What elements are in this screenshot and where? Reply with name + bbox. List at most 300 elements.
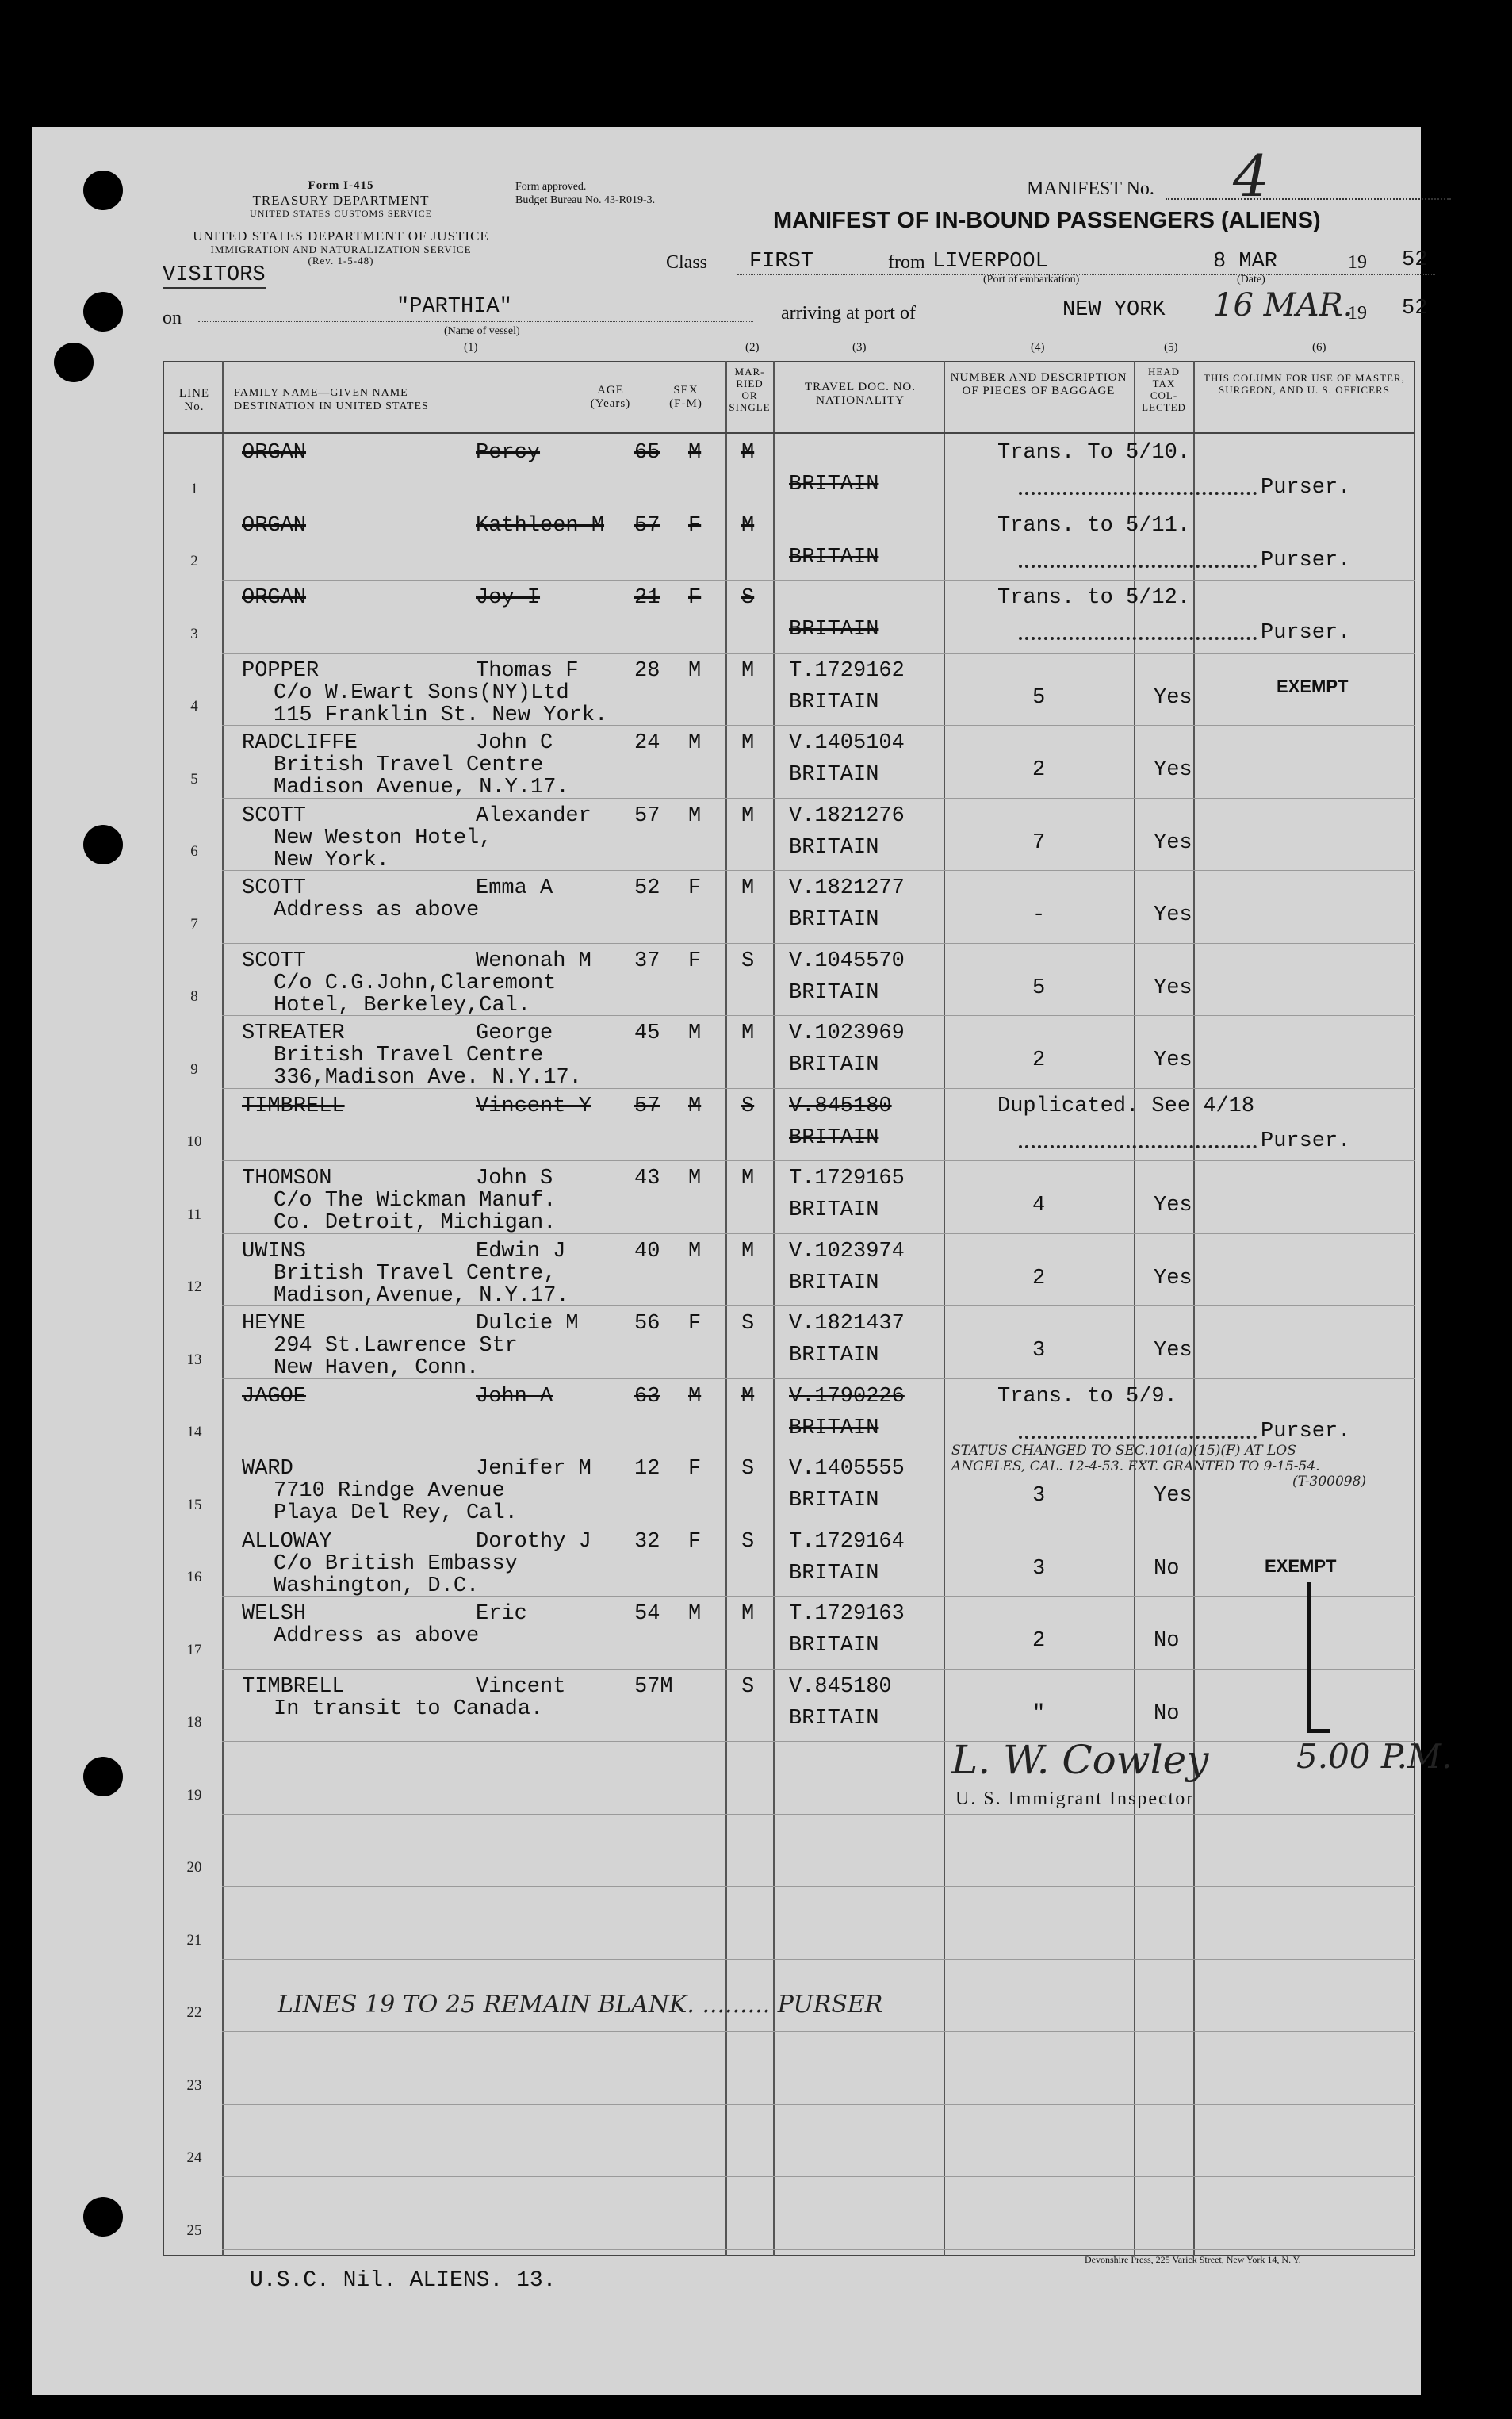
passenger-sex: F bbox=[688, 513, 702, 538]
passenger-address: In transit to Canada. bbox=[274, 1696, 544, 1721]
line-number: 3 bbox=[190, 625, 198, 642]
justice-block bbox=[159, 228, 523, 267]
passenger-address: British Travel Centre bbox=[274, 753, 544, 777]
head-tax: Yes bbox=[1154, 1194, 1192, 1217]
nationality: BRITAIN bbox=[789, 545, 879, 569]
passenger-family-name: WARD bbox=[242, 1457, 293, 1481]
passenger-marital: M bbox=[741, 731, 755, 755]
nationality: BRITAIN bbox=[789, 1416, 879, 1440]
purser-dotted-line bbox=[1019, 492, 1257, 495]
baggage-count: 3 bbox=[1032, 1339, 1046, 1363]
line-number: 21 bbox=[186, 1931, 202, 1949]
line-number: 23 bbox=[186, 2076, 202, 2094]
passenger-marital: M bbox=[741, 1022, 755, 1045]
passenger-address: C/o C.G.John,Claremont bbox=[274, 971, 557, 995]
form-approved: Form approved. bbox=[515, 181, 587, 193]
approval-block bbox=[515, 181, 655, 208]
footer-note: U.S.C. Nil. ALIENS. 13. bbox=[250, 2268, 557, 2293]
vessel-note: (Name of vessel) bbox=[444, 325, 520, 337]
baggage-note: Trans. to 5/9. bbox=[997, 1384, 1177, 1409]
col-divider bbox=[944, 361, 945, 2256]
passenger-sex: F bbox=[688, 1457, 702, 1481]
row-rule bbox=[222, 1959, 1415, 1960]
purser-label: Purser. bbox=[1261, 476, 1351, 500]
row-rule bbox=[222, 653, 1415, 654]
passenger-given-name: Dulcie M bbox=[476, 1312, 579, 1336]
vessel-underline bbox=[198, 321, 753, 322]
passenger-marital: M bbox=[741, 513, 755, 538]
date-note: (Date) bbox=[1237, 274, 1265, 286]
inspector-time: 5.00 P.M. bbox=[1296, 1737, 1453, 1776]
row-rule bbox=[222, 1741, 1415, 1742]
line-number: 4 bbox=[190, 698, 198, 715]
passenger-sex: F bbox=[688, 1312, 702, 1336]
from-label: from bbox=[888, 252, 925, 273]
col-divider bbox=[773, 361, 775, 2256]
passenger-marital: S bbox=[741, 1529, 755, 1554]
nationality: BRITAIN bbox=[789, 1344, 879, 1367]
line-number: 19 bbox=[186, 1786, 202, 1804]
nationality: BRITAIN bbox=[789, 1561, 879, 1585]
punch-hole bbox=[83, 825, 123, 864]
line-number: 20 bbox=[186, 1859, 202, 1876]
nationality: BRITAIN bbox=[789, 980, 879, 1005]
nationality: BRITAIN bbox=[789, 1271, 879, 1295]
hdr-sex: SEX (F-M) bbox=[669, 384, 702, 411]
col-num-5: (5) bbox=[1164, 341, 1178, 354]
passenger-address: Madison Avenue, N.Y.17. bbox=[274, 776, 569, 799]
line-number: 10 bbox=[186, 1133, 202, 1150]
inspector-signature: L. W. Cowley bbox=[951, 1737, 1209, 1783]
line-number: 1 bbox=[190, 480, 198, 497]
purser-dotted-line bbox=[1019, 1436, 1257, 1439]
arrival-port: NEW YORK bbox=[1062, 298, 1166, 322]
passenger-marital: S bbox=[741, 1094, 755, 1118]
manifest-no-value: 4 bbox=[1233, 143, 1269, 209]
passenger-address: New Haven, Conn. bbox=[274, 1356, 480, 1380]
baggage-count: 4 bbox=[1032, 1194, 1046, 1217]
arrival-date: 16 MAR. bbox=[1213, 287, 1353, 324]
hdr-age: AGE (Years) bbox=[590, 384, 631, 411]
passenger-marital: S bbox=[741, 949, 755, 973]
passenger-age: 65 bbox=[634, 441, 660, 465]
customs-service: UNITED STATES CUSTOMS SERVICE bbox=[250, 207, 432, 219]
line-number: 22 bbox=[186, 2004, 202, 2021]
passenger-sex: M bbox=[688, 1094, 702, 1118]
row1-underline bbox=[737, 274, 1435, 275]
head-tax: Yes bbox=[1154, 1339, 1192, 1363]
exempt-stamp: EXEMPT bbox=[1265, 1556, 1337, 1576]
line-number: 17 bbox=[186, 1641, 202, 1658]
passenger-sex: M bbox=[688, 1239, 702, 1263]
purser-label: Purser. bbox=[1261, 1419, 1351, 1443]
row-rule bbox=[222, 1669, 1415, 1670]
passenger-age: 56 bbox=[634, 1312, 660, 1336]
col-num-4: (4) bbox=[1031, 341, 1045, 354]
nationality: BRITAIN bbox=[789, 1053, 879, 1077]
nationality: BRITAIN bbox=[789, 1706, 879, 1731]
col-divider bbox=[725, 361, 727, 2256]
passenger-age: 21 bbox=[634, 586, 660, 610]
hdr-officers: THIS COLUMN FOR USE OF MASTER, SURGEON, AND U. S. OFFICERS bbox=[1204, 372, 1405, 396]
line-number: 13 bbox=[186, 1351, 202, 1368]
passenger-given-name: Percy bbox=[476, 441, 541, 465]
nationality: BRITAIN bbox=[789, 835, 879, 860]
purser-dotted-line bbox=[1019, 565, 1257, 568]
nationality: BRITAIN bbox=[789, 1125, 879, 1150]
passenger-family-name: SCOTT bbox=[242, 803, 307, 828]
punch-hole bbox=[83, 2197, 123, 2237]
passenger-family-name: HEYNE bbox=[242, 1312, 307, 1336]
passenger-sex: F bbox=[688, 586, 702, 610]
passenger-family-name: TIMBRELL bbox=[242, 1674, 345, 1699]
punch-hole bbox=[83, 171, 123, 210]
passenger-given-name: John C bbox=[476, 731, 553, 755]
passenger-address: Madison,Avenue, N.Y.17. bbox=[274, 1283, 569, 1308]
class-value: FIRST bbox=[749, 250, 814, 274]
nationality: BRITAIN bbox=[789, 1489, 879, 1512]
travel-doc-no: T.1729165 bbox=[789, 1167, 905, 1190]
row-rule bbox=[222, 580, 1415, 581]
passenger-address: C/o British Embassy bbox=[274, 1551, 518, 1576]
passenger-given-name: Vincent bbox=[476, 1674, 566, 1699]
passenger-age: 63 bbox=[634, 1384, 660, 1409]
passenger-marital: M bbox=[741, 1602, 755, 1626]
purser-label: Purser. bbox=[1261, 548, 1351, 573]
row-rule bbox=[222, 870, 1415, 871]
passenger-marital: M bbox=[741, 441, 755, 465]
travel-doc-no: V.1821276 bbox=[789, 803, 905, 828]
col-num-1: (1) bbox=[464, 341, 478, 354]
head-tax: Yes bbox=[1154, 1266, 1192, 1290]
line-number: 12 bbox=[186, 1279, 202, 1295]
passenger-given-name: Vincent Y bbox=[476, 1094, 591, 1118]
printer-credit: Devonshire Press, 225 Varick Street, New York 14, N. Y. bbox=[1085, 2254, 1301, 2265]
passenger-family-name: TIMBRELL bbox=[242, 1094, 345, 1118]
passenger-age: 52 bbox=[634, 876, 660, 900]
baggage-count: " bbox=[1032, 1701, 1046, 1726]
head-tax: Yes bbox=[1154, 758, 1192, 782]
passenger-family-name: WELSH bbox=[242, 1602, 307, 1626]
passenger-marital: S bbox=[741, 1674, 755, 1699]
passenger-family-name: UWINS bbox=[242, 1239, 307, 1263]
status-note-line: STATUS CHANGED TO SEC.101(a)(15)(F) AT LOS bbox=[951, 1443, 1296, 1459]
class-label: Class bbox=[666, 252, 708, 273]
passenger-marital: M bbox=[741, 1167, 755, 1190]
head-tax: No bbox=[1154, 1556, 1180, 1581]
ins-service: IMMIGRATION AND NATURALIZATION SERVICE bbox=[210, 243, 472, 255]
hdr-line-no: LINE No. bbox=[178, 387, 210, 414]
baggage-note: Duplicated. See 4/18 bbox=[997, 1094, 1255, 1118]
passenger-address: New York. bbox=[274, 848, 389, 872]
row-rule bbox=[222, 2031, 1415, 2032]
nationality: BRITAIN bbox=[789, 690, 879, 715]
justice-dept: UNITED STATES DEPARTMENT OF JUSTICE bbox=[193, 228, 489, 243]
punch-hole bbox=[83, 1757, 123, 1796]
passenger-sex: F bbox=[688, 949, 702, 973]
baggage-count: 2 bbox=[1032, 1048, 1046, 1072]
on-label: on bbox=[163, 308, 182, 328]
travel-doc-no: V.1790226 bbox=[789, 1384, 905, 1409]
baggage-count: 2 bbox=[1032, 1629, 1046, 1653]
manifest-table-frame bbox=[163, 361, 1415, 2256]
passenger-given-name: Thomas F bbox=[476, 658, 579, 683]
passenger-family-name: ORGAN bbox=[242, 441, 307, 465]
travel-doc-no: T.1729164 bbox=[789, 1529, 905, 1554]
passenger-age: 57M bbox=[634, 1674, 673, 1699]
passenger-address: Co. Detroit, Michigan. bbox=[274, 1211, 557, 1235]
treasury-dept: TREASURY DEPARTMENT bbox=[252, 193, 430, 209]
form-revision: (Rev. 1-5-48) bbox=[308, 255, 374, 267]
passenger-age: 32 bbox=[634, 1529, 660, 1554]
line-number: 5 bbox=[190, 770, 198, 788]
passenger-given-name: Dorothy J bbox=[476, 1529, 591, 1554]
arriving-label: arriving at port of bbox=[781, 303, 916, 324]
col-divider bbox=[222, 361, 224, 2256]
passenger-age: 37 bbox=[634, 949, 660, 973]
officer-stamp: EXEMPT bbox=[1277, 676, 1349, 696]
line-number: 7 bbox=[190, 915, 198, 933]
hdr-married: MAR- RIED OR SINGLE bbox=[729, 366, 771, 413]
passenger-given-name: Kathleen M bbox=[476, 513, 605, 538]
status-note bbox=[951, 1443, 1366, 1490]
travel-doc-no: V.1023974 bbox=[789, 1239, 905, 1263]
travel-doc-no: V.1821277 bbox=[789, 876, 905, 900]
passenger-family-name: RADCLIFFE bbox=[242, 731, 358, 755]
purser-label: Purser. bbox=[1261, 1129, 1351, 1153]
col-divider bbox=[1193, 361, 1195, 2256]
manifest-no-underline bbox=[1166, 198, 1451, 200]
passenger-sex: M bbox=[688, 1384, 702, 1409]
baggage-count: 2 bbox=[1032, 758, 1046, 782]
passenger-address: 115 Franklin St. New York. bbox=[274, 703, 608, 727]
hdr-travel-doc: TRAVEL DOC. NO. NATIONALITY bbox=[804, 381, 916, 408]
travel-doc-no: V.1405555 bbox=[789, 1457, 905, 1481]
passenger-address: C/o W.Ewart Sons(NY)Ltd bbox=[274, 680, 569, 705]
passenger-age: 57 bbox=[634, 803, 660, 828]
passenger-marital: S bbox=[741, 1457, 755, 1481]
col-num-6: (6) bbox=[1312, 341, 1326, 354]
line-number: 16 bbox=[186, 1569, 202, 1585]
budget-bureau: Budget Bureau No. 43-R019-3. bbox=[515, 194, 656, 206]
row-rule bbox=[222, 2176, 1415, 2177]
passenger-given-name: Wenonah M bbox=[476, 949, 591, 973]
passenger-sex: M bbox=[688, 1022, 702, 1045]
passenger-age: 24 bbox=[634, 731, 660, 755]
col-num-2: (2) bbox=[745, 341, 760, 354]
line-number: 25 bbox=[186, 2222, 202, 2239]
passenger-given-name: Eric bbox=[476, 1602, 527, 1626]
visitors-stamp: VISITORS bbox=[163, 263, 266, 287]
year-value: 52 bbox=[1402, 248, 1428, 272]
head-tax: Yes bbox=[1154, 685, 1192, 710]
passenger-given-name: John A bbox=[476, 1384, 553, 1409]
nationality: BRITAIN bbox=[789, 908, 879, 932]
passenger-address: Washington, D.C. bbox=[274, 1574, 480, 1598]
nationality: BRITAIN bbox=[789, 618, 879, 642]
passenger-family-name: ORGAN bbox=[242, 513, 307, 538]
row-rule bbox=[222, 1814, 1415, 1815]
col-num-3: (3) bbox=[852, 341, 867, 354]
passenger-age: 57 bbox=[634, 513, 660, 538]
passenger-age: 28 bbox=[634, 658, 660, 683]
baggage-count: - bbox=[1032, 903, 1046, 927]
passenger-address: Hotel, Berkeley,Cal. bbox=[274, 993, 531, 1018]
passenger-address: 336,Madison Ave. N.Y.17. bbox=[274, 1066, 582, 1090]
passenger-address: New Weston Hotel, bbox=[274, 826, 492, 850]
baggage-count: 7 bbox=[1032, 830, 1046, 855]
passenger-marital: M bbox=[741, 876, 755, 900]
line-number: 2 bbox=[190, 553, 198, 569]
purser-label: Purser. bbox=[1261, 621, 1351, 645]
hdr-head-tax: HEAD TAX COL- LECTED bbox=[1142, 366, 1186, 413]
passenger-address: C/o The Wickman Manuf. bbox=[274, 1189, 557, 1213]
passenger-address: British Travel Centre bbox=[274, 1044, 544, 1068]
passenger-age: 45 bbox=[634, 1022, 660, 1045]
passenger-age: 57 bbox=[634, 1094, 660, 1118]
passenger-family-name: STREATER bbox=[242, 1022, 345, 1045]
travel-doc-no: V.1405104 bbox=[789, 731, 905, 755]
passenger-address: Address as above bbox=[274, 1624, 480, 1648]
row-rule bbox=[222, 2249, 1415, 2250]
row-rule bbox=[222, 1160, 1415, 1161]
nationality: BRITAIN bbox=[789, 763, 879, 787]
passenger-age: 54 bbox=[634, 1602, 660, 1626]
passenger-address: British Travel Centre, bbox=[274, 1261, 557, 1286]
passenger-family-name: SCOTT bbox=[242, 876, 307, 900]
year2-prefix: 19 bbox=[1348, 303, 1367, 324]
passenger-age: 40 bbox=[634, 1239, 660, 1263]
form-agency-block bbox=[222, 179, 460, 220]
line-number: 18 bbox=[186, 1714, 202, 1731]
passenger-address: Address as above bbox=[274, 899, 480, 922]
passenger-family-name: ORGAN bbox=[242, 586, 307, 610]
line-number: 14 bbox=[186, 1424, 202, 1440]
inspector-title: U. S. Immigrant Inspector bbox=[955, 1788, 1195, 1809]
exempt-bracket bbox=[1307, 1582, 1311, 1733]
nationality: BRITAIN bbox=[789, 1198, 879, 1222]
hdr-name: FAMILY NAME—GIVEN NAME DESTINATION IN UNITED STATES bbox=[234, 387, 429, 412]
passenger-given-name: Alexander bbox=[476, 803, 591, 828]
head-tax: No bbox=[1154, 1701, 1180, 1726]
nationality: BRITAIN bbox=[789, 473, 879, 496]
passenger-given-name: Joy I bbox=[476, 586, 541, 610]
travel-doc-no: T.1729163 bbox=[789, 1602, 905, 1626]
passenger-family-name: ALLOWAY bbox=[242, 1529, 332, 1554]
line-number: 9 bbox=[190, 1060, 198, 1078]
passenger-given-name: John S bbox=[476, 1167, 553, 1190]
nationality: BRITAIN bbox=[789, 1634, 879, 1658]
date-value: 8 MAR bbox=[1213, 250, 1278, 274]
line-number: 6 bbox=[190, 843, 198, 860]
passenger-family-name: JAGOE bbox=[242, 1384, 307, 1409]
header-rule bbox=[163, 432, 1415, 434]
year-prefix: 19 bbox=[1348, 252, 1367, 273]
passenger-age: 43 bbox=[634, 1167, 660, 1190]
passenger-sex: M bbox=[688, 731, 702, 755]
passenger-family-name: SCOTT bbox=[242, 949, 307, 973]
passenger-sex: F bbox=[688, 876, 702, 900]
embark-note: (Port of embarkation) bbox=[983, 274, 1080, 286]
head-tax: Yes bbox=[1154, 830, 1192, 855]
passenger-sex: M bbox=[688, 658, 702, 683]
passenger-given-name: Edwin J bbox=[476, 1239, 566, 1263]
head-tax: Yes bbox=[1154, 1484, 1192, 1508]
baggage-count: 2 bbox=[1032, 1266, 1046, 1290]
passenger-address: 294 St.Lawrence Str bbox=[274, 1334, 518, 1358]
row-rule bbox=[222, 1886, 1415, 1887]
travel-doc-no: V.1045570 bbox=[789, 949, 905, 973]
passenger-given-name: George bbox=[476, 1022, 553, 1045]
manifest-title: MANIFEST OF IN-BOUND PASSENGERS (ALIENS) bbox=[773, 208, 1321, 233]
passenger-family-name: POPPER bbox=[242, 658, 320, 683]
travel-doc-no: V.1821437 bbox=[789, 1312, 905, 1336]
form-number: Form I-415 bbox=[308, 179, 374, 192]
baggage-count: 3 bbox=[1032, 1556, 1046, 1581]
passenger-marital: M bbox=[741, 1384, 755, 1409]
passenger-address: Playa Del Rey, Cal. bbox=[274, 1501, 518, 1525]
status-note-line: (T-300098) bbox=[1292, 1474, 1367, 1490]
passenger-marital: M bbox=[741, 658, 755, 683]
purser-dotted-line bbox=[1019, 1145, 1257, 1148]
line-number: 8 bbox=[190, 988, 198, 1005]
passenger-marital: S bbox=[741, 586, 755, 610]
baggage-count: 5 bbox=[1032, 685, 1046, 710]
passenger-age: 12 bbox=[634, 1457, 660, 1481]
baggage-note: Trans. to 5/11. bbox=[997, 513, 1191, 538]
exempt-bracket-foot bbox=[1307, 1729, 1330, 1733]
year2-value: 52 bbox=[1402, 297, 1428, 320]
passenger-sex: M bbox=[688, 1167, 702, 1190]
manifest-no-label: MANIFEST No. bbox=[1027, 178, 1154, 199]
travel-doc-no: V.845180 bbox=[789, 1674, 892, 1699]
travel-doc-no: V.1023969 bbox=[789, 1022, 905, 1045]
baggage-note: Trans. To 5/10. bbox=[997, 441, 1191, 465]
line-number: 15 bbox=[186, 1496, 202, 1513]
punch-hole bbox=[54, 343, 94, 382]
col-divider bbox=[1134, 361, 1135, 2256]
line-number: 24 bbox=[186, 2149, 202, 2166]
passenger-marital: M bbox=[741, 803, 755, 828]
row-rule bbox=[222, 2104, 1415, 2105]
travel-doc-no: V.845180 bbox=[789, 1094, 892, 1118]
line-number: 11 bbox=[186, 1206, 202, 1223]
blank-lines-note: LINES 19 TO 25 REMAIN BLANK. ......... PURSER bbox=[278, 1991, 883, 2018]
head-tax: No bbox=[1154, 1629, 1180, 1653]
hdr-baggage: NUMBER AND DESCRIPTION OF PIECES OF BAGGAGE bbox=[950, 371, 1127, 398]
passenger-sex: M bbox=[688, 441, 702, 465]
travel-doc-no: T.1729162 bbox=[789, 658, 905, 683]
passenger-marital: S bbox=[741, 1312, 755, 1336]
passenger-given-name: Jenifer M bbox=[476, 1457, 591, 1481]
punch-hole bbox=[83, 292, 123, 332]
passenger-sex: M bbox=[688, 1602, 702, 1626]
vessel-name: "PARTHIA" bbox=[396, 295, 512, 319]
status-note-line: ANGELES, CAL. 12-4-53. EXT. GRANTED TO 9-15-54. bbox=[951, 1458, 1320, 1474]
passenger-family-name: THOMSON bbox=[242, 1167, 332, 1190]
head-tax: Yes bbox=[1154, 1048, 1192, 1072]
baggage-count: 5 bbox=[1032, 976, 1046, 1000]
passenger-sex: F bbox=[688, 1529, 702, 1554]
baggage-note: Trans. to 5/12. bbox=[997, 586, 1191, 610]
passenger-sex: M bbox=[688, 803, 702, 828]
passenger-address: 7710 Rindge Avenue bbox=[274, 1479, 505, 1503]
purser-dotted-line bbox=[1019, 637, 1257, 640]
from-value: LIVERPOOL bbox=[932, 250, 1048, 274]
passenger-given-name: Emma A bbox=[476, 876, 553, 900]
head-tax: Yes bbox=[1154, 976, 1192, 1000]
passenger-marital: M bbox=[741, 1239, 755, 1263]
